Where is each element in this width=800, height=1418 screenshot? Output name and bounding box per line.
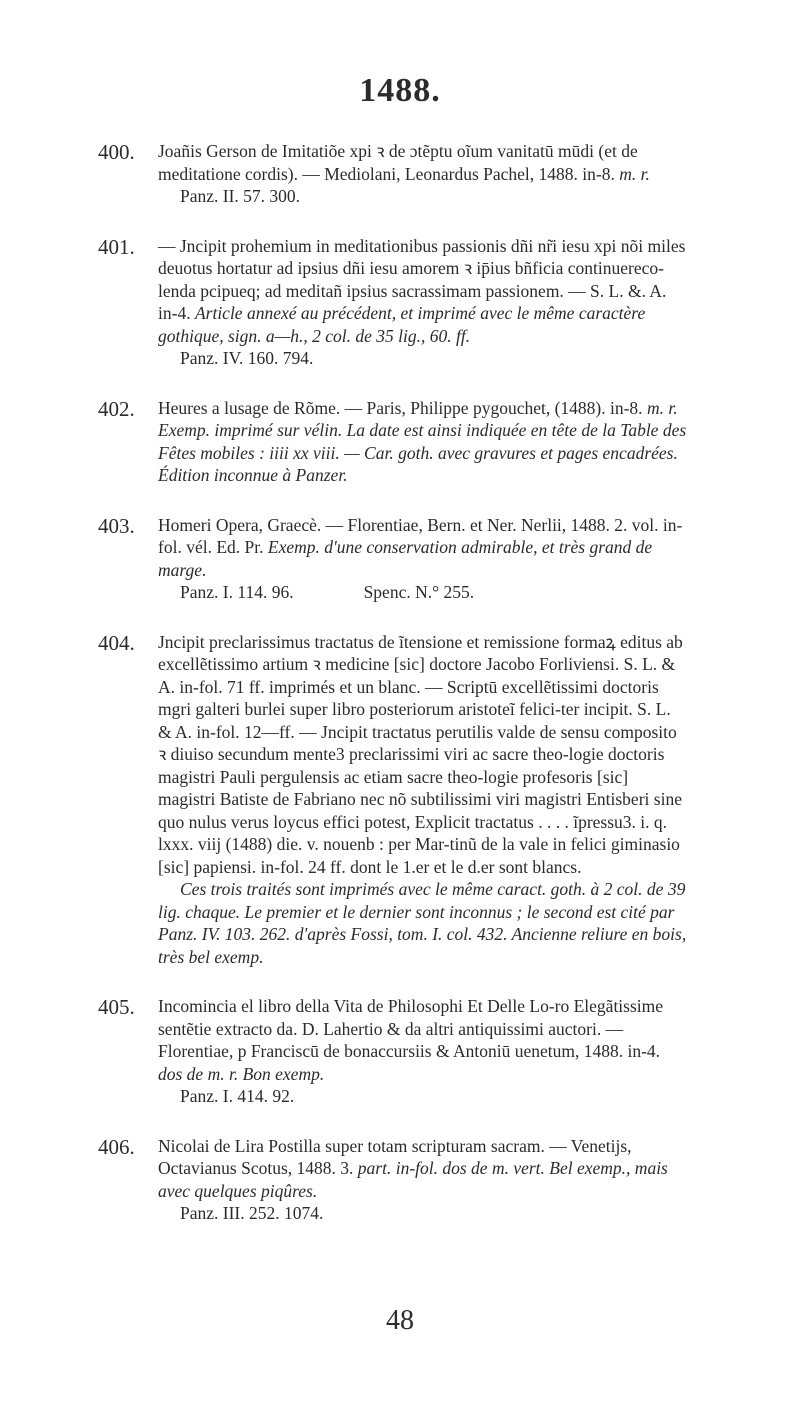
panzer-reference: Panz. IV. 160. 794. [180,348,314,368]
page-header-year: 1488. [359,72,441,109]
spencer-reference: Spenc. N.° 255. [363,582,475,602]
entry-number: 405. [98,995,135,1019]
catalogue-entries [0,140,800,1252]
entry-number: 401. [98,234,135,259]
entry-body [158,995,688,1108]
catalogue-entry-406 [0,1135,800,1225]
entry-note: Ces trois traités sont imprimés avec le même caract. goth. à 2 col. de 39 lig. chaque. Le premier et le dernier sont inconnus ; le second est cité par Panz. IV. 103. 262. d'après Fossi, tom. I. col. 432. Ancienne reliure en bois, très bel exemp. [158,879,687,967]
entry-title: Homeri Opera, Graecè. — Florentiae, Bern. et Ner. Nerlii, 1488. 2. vol. in-fol. [158,514,683,557]
panzer-reference: Panz. I. 114. 96. [180,582,294,602]
entry-body [158,631,688,969]
entry-note: Exemp. d'une conservation admirable, et très grand de marge. [158,537,653,580]
entry-title: — Jncipit prohemium in meditationibus passionis dñi nr̃i iesu xpi nõi miles deuotus hortatur ad ipsius dñi iesu amorem ꝛ ip̄ius bñficia continuereco-lenda pcipueq; ad meditañ ipsius sacrassimam passionem. — S. L. &. A. in-4. [158,235,686,323]
panzer-reference: Panz. III. 252. 1074. [180,1203,324,1223]
entry-note: Article annexé au précédent, et imprimé avec le même caractère gothique, sign. a—h., 2 col. de 35 lig., 60. ff. [158,303,646,346]
format-note: part. in-fol. [357,1158,438,1178]
entry-body [158,140,688,208]
entry-number: 403. [98,513,135,538]
binding-note: dos de m. r. Bon exemp. [158,1063,325,1084]
catalogue-entry-401 [0,235,800,370]
entry-title: Nicolai de Lira Postilla super totam scripturam sacram. — Venetijs, Octavianus Scotus, 1488. 3. [158,1135,632,1178]
entry-body [158,235,688,370]
entry-title: Incomincia el libro della Vita de Philosophi Et Delle Lo-ro Elegãtissime sentẽtie extracto da. D. Lahertio & da altri antiquissimi auctori. — Florentiae, p Franciscū de bonaccursiis & Antoniū uenetum, 1488. in-4. [158,996,664,1061]
catalogue-entry-403 [0,514,800,604]
binding-note: vél. Ed. Pr. [186,537,264,557]
binding-note: m. r. [619,163,650,184]
entry-title: Jncipit preclarissimus tractatus de ĩtensione et remissione formaꝝ editus ab excellẽtissimo artium ꝛ medicine [sic] doctore Jacobo Forliviensi. S. L. & A. in-fol. 71 ff. imprimés et un blanc. — Scriptū excellẽtissimi doctoris mgri galteri burlei super libro posteriorum aristoteĩ felici-ter incipit. S. L. & A. in-fol. 12—ff. — Jncipit tractatus perutilis valde de sensu composito ꝛ diuiso secundum mente3 preclarissimi viri ac sacre theo-logie doctoris magistri Pauli pergulensis ac etiam sacre theo-logie profesoris [sic] magistri Batiste de Fabriano nec nõ subtilissimi viri magistri Entisberi sine quo nulus verus loycus effici potest, Explicit tractatus . . . . ĩpressu3. i. q. lxxx. viij (1488) die. v. nouenb : per Mar-tinũ de la vale in felici giminasio [sic] papiensi. in-fol. 24 ff. dont le 1.er et le d.er sont blancs. [158,631,683,877]
page-number: 48 [386,1305,414,1336]
catalogue-entry-405 [0,995,800,1108]
entry-note: Exemp. imprimé sur vélin. La date est ainsi indiquée en tête de la Table des Fêtes mobiles : iiii xx viii. — Car. goth. avec gravures et pages encadrées. Édition inconnue à Panzer. [158,420,687,485]
entry-body [158,514,688,604]
catalogue-entry-402 [0,397,800,487]
entry-number: 406. [98,1134,135,1159]
entry-body [158,1135,688,1225]
panzer-reference: Panz. II. 57. 300. [180,186,301,206]
entry-number: 404. [98,630,135,655]
entry-number: 400. [98,140,135,164]
entry-body [158,397,688,487]
binding-note: m. r. [646,397,678,418]
binding-note: dos de m. vert. Bel exemp., mais avec quelques piqûres. [158,1158,668,1201]
entry-title: Joañis Gerson de Imitatiõe xpi ꝛ de ɔtẽptu oĩum vanitatū mūdi (et de meditatione cordis). — Mediolani, Leonardus Pachel, 1488. in-8. [158,141,638,184]
entry-title: Heures a lusage de Rõme. — Paris, Philippe pygouchet, (1488). in-8. [158,397,643,418]
panzer-reference: Panz. I. 414. 92. [180,1086,295,1106]
catalogue-entry-400 [0,140,800,208]
entry-number: 402. [98,396,135,421]
catalogue-entry-404 [0,631,800,969]
